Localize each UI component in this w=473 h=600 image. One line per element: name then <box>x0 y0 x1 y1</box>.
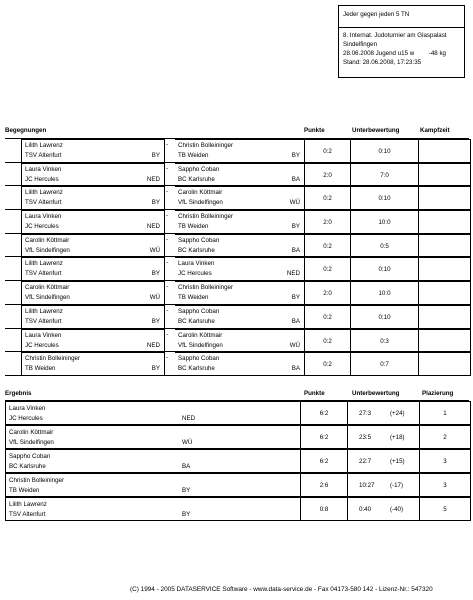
result-club: TB Weiden <box>9 487 40 494</box>
result-points-cell <box>301 401 348 424</box>
tournament-city: Sindelfingen <box>343 41 378 48</box>
fighter-2-cell <box>175 329 305 352</box>
sub-score-cell <box>351 139 419 162</box>
fighter-1-region: BY <box>151 270 160 278</box>
fighter-2-region: BA <box>291 246 300 254</box>
result-rank: 5 <box>443 506 447 513</box>
results-table <box>5 401 471 521</box>
fight-time-cell <box>419 281 471 304</box>
result-row <box>5 473 471 497</box>
info-divider <box>339 27 464 28</box>
result-sub-score: 10:27 <box>359 482 375 489</box>
fighter-1-region: BY <box>151 152 160 159</box>
result-sub-diff: (+24) <box>390 410 405 417</box>
fighter-2-club: VfL Sindelfingen <box>178 341 223 349</box>
result-sub-cell <box>348 497 420 520</box>
result-points-cell <box>301 449 348 472</box>
pairing-row <box>5 234 471 258</box>
fighter-1-club: JC Hercules <box>25 175 59 183</box>
points-value: 0:2 <box>323 195 332 203</box>
points-cell <box>305 281 351 304</box>
pairing-row <box>5 329 471 353</box>
result-name: Laura Vinken <box>9 405 46 412</box>
result-points-cell <box>301 473 348 496</box>
fighter-1-cell <box>21 329 165 352</box>
points-cell <box>305 352 351 375</box>
fighter-2-cell <box>175 186 305 209</box>
points-value: 0:2 <box>323 361 332 369</box>
result-club: BC Karlsruhe <box>9 463 46 470</box>
result-points-cell <box>301 425 348 448</box>
fighter-2-name: Sappho Coban <box>178 236 220 244</box>
fighter-2-cell <box>175 305 305 328</box>
result-fighter-cell <box>5 425 301 448</box>
result-row <box>5 425 471 449</box>
pairing-row <box>5 186 471 210</box>
result-rank-cell <box>420 473 471 496</box>
points-value: 0:2 <box>323 242 332 250</box>
pairing-row <box>5 163 471 187</box>
fighter-1-cell <box>21 257 165 280</box>
fighter-1-name: Christin Bolleininger <box>25 355 81 363</box>
result-name: Christin Bolleininger <box>9 477 65 484</box>
result-region: BY <box>182 487 191 494</box>
fighter-1-club: TSV Altenfurt <box>25 199 62 207</box>
result-name: Lilith Lawrenz <box>9 501 47 508</box>
versus-dash: - <box>166 354 169 362</box>
fighter-2-region: BY <box>291 223 300 231</box>
fighter-1-region: NED <box>146 223 160 231</box>
fighter-1-cell <box>21 352 165 375</box>
points-value: 2:0 <box>323 290 332 298</box>
fighter-1-region: NED <box>146 175 160 183</box>
versus-dash: - <box>166 235 169 243</box>
result-row <box>5 449 471 473</box>
result-fighter-cell <box>5 449 301 472</box>
fighter-1-cell <box>21 281 165 304</box>
tournament-info-box <box>338 5 465 78</box>
fighter-1-cell <box>21 139 165 162</box>
fighter-2-region: BY <box>291 152 300 159</box>
fighter-1-club: TSV Altenfurt <box>25 152 62 159</box>
fighter-1-name: Lilith Lawrenz <box>25 189 63 197</box>
fighter-1-name: Laura Vinken <box>25 331 62 339</box>
points-value: 0:2 <box>323 313 332 321</box>
result-region: WÜ <box>182 439 193 446</box>
pairings-col-points: Punkte <box>304 127 325 134</box>
sub-score-cell <box>351 234 419 257</box>
fighter-2-region: NED <box>286 270 300 278</box>
status-timestamp: Stand: 28.06.2008, 17:23:35 <box>343 59 422 66</box>
fighter-1-name: Lilith Lawrenz <box>25 260 63 268</box>
result-points: 6:2 <box>319 458 329 465</box>
points-cell <box>305 329 351 352</box>
sub-score-cell <box>351 352 419 375</box>
fighter-2-region: BA <box>291 365 300 373</box>
points-cell <box>305 257 351 280</box>
sub-score-value: 0:10 <box>378 266 391 274</box>
result-fighter-cell <box>5 473 301 496</box>
points-cell <box>305 186 351 209</box>
mode-title: Jeder gegen jeden 5 TN <box>343 11 410 18</box>
result-name: Carolin Köttmair <box>9 429 54 436</box>
fighter-2-cell <box>175 139 305 162</box>
result-sub-cell <box>348 401 420 424</box>
fight-time-cell <box>419 257 471 280</box>
points-cell <box>305 139 351 162</box>
sub-score-cell <box>351 186 419 209</box>
pairing-row <box>5 257 471 281</box>
versus-dash: - <box>166 164 169 172</box>
result-sub-diff: (-17) <box>390 482 404 489</box>
result-sub-cell <box>348 449 420 472</box>
result-rank: 3 <box>443 458 447 465</box>
fighter-1-name: Laura Vinken <box>25 165 62 173</box>
fighter-1-club: VfL Sindelfingen <box>25 246 70 254</box>
fighter-2-region: WÜ <box>289 341 300 349</box>
fighter-1-club: JC Hercules <box>25 223 59 231</box>
pairing-row <box>5 210 471 234</box>
result-row <box>5 401 471 425</box>
result-region: NED <box>182 415 196 422</box>
result-sub-cell <box>348 473 420 496</box>
points-cell <box>305 305 351 328</box>
result-rank: 2 <box>443 434 447 441</box>
result-rank-cell <box>420 401 471 424</box>
fight-time-cell <box>419 139 471 162</box>
sub-score-cell <box>351 257 419 280</box>
fighter-1-region: BY <box>151 365 160 373</box>
pairing-row <box>5 139 471 163</box>
fighter-2-name: Sappho Coban <box>178 165 220 173</box>
fight-time-cell <box>419 163 471 186</box>
result-sub-diff: (+18) <box>390 434 405 441</box>
fighter-1-cell <box>21 163 165 186</box>
fighter-2-name: Sappho Coban <box>178 355 220 363</box>
results-col-points: Punkte <box>304 390 325 397</box>
fighter-2-club: BC Karlsruhe <box>178 365 215 373</box>
sub-score-cell <box>351 305 419 328</box>
fight-time-cell <box>419 234 471 257</box>
result-sub-cell <box>348 425 420 448</box>
fighter-2-name: Carolin Köttmair <box>178 331 223 339</box>
sub-score-cell <box>351 281 419 304</box>
fighter-2-club: TB Weiden <box>178 294 209 302</box>
result-points: 6:2 <box>319 410 329 417</box>
sub-score-value: 0:5 <box>380 242 389 250</box>
sub-score-cell <box>351 163 419 186</box>
result-sub-score: 22:7 <box>359 458 372 465</box>
fighter-2-cell <box>175 352 305 375</box>
fighter-1-club: TB Weiden <box>25 365 56 373</box>
fighter-1-cell <box>21 305 165 328</box>
fight-time-cell <box>419 329 471 352</box>
fighter-1-region: WÜ <box>149 294 160 302</box>
fighter-2-region: BY <box>291 294 300 302</box>
result-rank-cell <box>420 497 471 520</box>
fight-time-cell <box>419 305 471 328</box>
sub-score-value: 7:0 <box>380 171 389 179</box>
sub-score-value: 0:10 <box>378 148 391 155</box>
fighter-1-club: TSV Altenfurt <box>25 270 62 278</box>
sub-score-cell <box>351 210 419 233</box>
result-points-cell <box>301 497 348 520</box>
results-heading: Ergebnis <box>5 390 32 397</box>
versus-dash: - <box>166 306 169 314</box>
fighter-2-club: BC Karlsruhe <box>178 246 215 254</box>
result-rank: 3 <box>443 482 447 489</box>
pairing-row <box>5 352 471 376</box>
points-cell <box>305 234 351 257</box>
fighter-1-cell <box>21 234 165 257</box>
fighter-2-cell <box>175 210 305 233</box>
fighter-1-club: JC Hercules <box>25 341 59 349</box>
fighter-2-region: BA <box>291 175 300 183</box>
result-name: Sappho Coban <box>9 453 51 460</box>
result-region: BY <box>182 511 191 518</box>
fighter-2-club: BC Karlsruhe <box>178 175 215 183</box>
result-rank-cell <box>420 425 471 448</box>
fighter-2-club: TB Weiden <box>178 152 209 159</box>
fighter-2-name: Carolin Köttmair <box>178 189 223 197</box>
result-points: 0:8 <box>319 506 329 513</box>
pairings-col-sub: Unterbewertung <box>352 127 400 134</box>
weight-class: -48 kg <box>428 50 446 57</box>
result-points: 6:2 <box>319 434 329 441</box>
versus-dash: - <box>166 188 169 196</box>
result-rank-cell <box>420 449 471 472</box>
pairing-row <box>5 281 471 305</box>
result-sub-score: 27:3 <box>359 410 372 417</box>
versus-dash: - <box>166 259 169 267</box>
points-value: 2:0 <box>323 171 332 179</box>
fight-time-cell <box>419 352 471 375</box>
sub-score-value: 10:0 <box>378 290 391 298</box>
fighter-1-name: Carolin Köttmair <box>25 236 70 244</box>
result-sub-diff: (+15) <box>390 458 405 465</box>
versus-dash: - <box>166 141 169 148</box>
result-club: JC Hercules <box>9 415 43 422</box>
sub-score-value: 0:3 <box>380 337 389 345</box>
fighter-1-name: Carolin Köttmair <box>25 284 70 292</box>
result-fighter-cell <box>5 401 301 424</box>
result-club: VfL Sindelfingen <box>9 439 54 446</box>
fighter-2-name: Sappho Coban <box>178 307 220 315</box>
pairings-col-time: Kampfzeit <box>420 127 450 134</box>
fighter-2-name: Christin Bolleininger <box>178 213 234 221</box>
pairing-row <box>5 305 471 329</box>
fighter-2-name: Christin Bolleininger <box>178 142 234 149</box>
results-col-rank: Plazierung <box>422 390 454 397</box>
points-cell <box>305 210 351 233</box>
result-sub-score: 23:5 <box>359 434 372 441</box>
fighter-2-cell <box>175 234 305 257</box>
fighter-2-club: VfL Sindelfingen <box>178 199 223 207</box>
fighter-1-name: Lilith Lawrenz <box>25 307 63 315</box>
tournament-name: 8. Internat. Judoturnier am Glaspalast <box>343 32 447 39</box>
copyright-footer: (C) 1994 - 2005 DATASERVICE Software - www.data-service.de - Fax 04173-580 142 - Lizenz-Nr.: 547320 <box>130 586 433 593</box>
fighter-1-cell <box>21 210 165 233</box>
results-col-sub: Unterbewertung <box>352 390 400 397</box>
sub-score-value: 0:10 <box>378 195 391 203</box>
result-region: BA <box>182 463 191 470</box>
points-value: 0:2 <box>323 266 332 274</box>
fighter-2-cell <box>175 163 305 186</box>
points-value: 0:2 <box>323 148 332 155</box>
pairings-heading: Begegnungen <box>5 127 47 134</box>
fighter-1-region: BY <box>151 317 160 325</box>
fighter-2-region: WÜ <box>289 199 300 207</box>
fighter-1-region: NED <box>146 341 160 349</box>
fighter-1-region: BY <box>151 199 160 207</box>
pairings-table <box>5 139 471 376</box>
result-rank: 1 <box>443 410 447 417</box>
sub-score-cell <box>351 329 419 352</box>
fighter-2-club: JC Hercules <box>178 270 212 278</box>
points-value: 0:2 <box>323 337 332 345</box>
versus-dash: - <box>166 212 169 220</box>
result-fighter-cell <box>5 497 301 520</box>
result-row <box>5 497 471 521</box>
result-sub-diff: (-40) <box>390 506 404 513</box>
tournament-date-age: 28.06.2008 Jugend u15 w <box>343 50 415 57</box>
sub-score-value: 0:7 <box>380 361 389 369</box>
fighter-1-region: WÜ <box>149 246 160 254</box>
result-points: 2:6 <box>319 482 329 489</box>
sub-score-value: 0:10 <box>378 313 391 321</box>
fighter-2-cell <box>175 257 305 280</box>
fighter-1-club: VfL Sindelfingen <box>25 294 70 302</box>
fighter-1-name: Laura Vinken <box>25 213 62 221</box>
points-value: 2:0 <box>323 219 332 227</box>
result-sub-score: 0:40 <box>359 506 372 513</box>
fighter-2-name: Laura Vinken <box>178 260 215 268</box>
fighter-2-region: BA <box>291 317 300 325</box>
fighter-2-club: BC Karlsruhe <box>178 317 215 325</box>
result-club: TSV Altenfurt <box>9 511 46 518</box>
versus-dash: - <box>166 283 169 291</box>
versus-dash: - <box>166 330 169 338</box>
fighter-2-name: Christin Bolleininger <box>178 284 234 292</box>
sub-score-value: 10:0 <box>378 219 391 227</box>
fighter-1-club: TSV Altenfurt <box>25 317 62 325</box>
fight-time-cell <box>419 186 471 209</box>
fighter-2-club: TB Weiden <box>178 223 209 231</box>
fight-time-cell <box>419 210 471 233</box>
points-cell <box>305 163 351 186</box>
fighter-2-cell <box>175 281 305 304</box>
fighter-1-cell <box>21 186 165 209</box>
fighter-1-name: Lilith Lawrenz <box>25 142 63 149</box>
